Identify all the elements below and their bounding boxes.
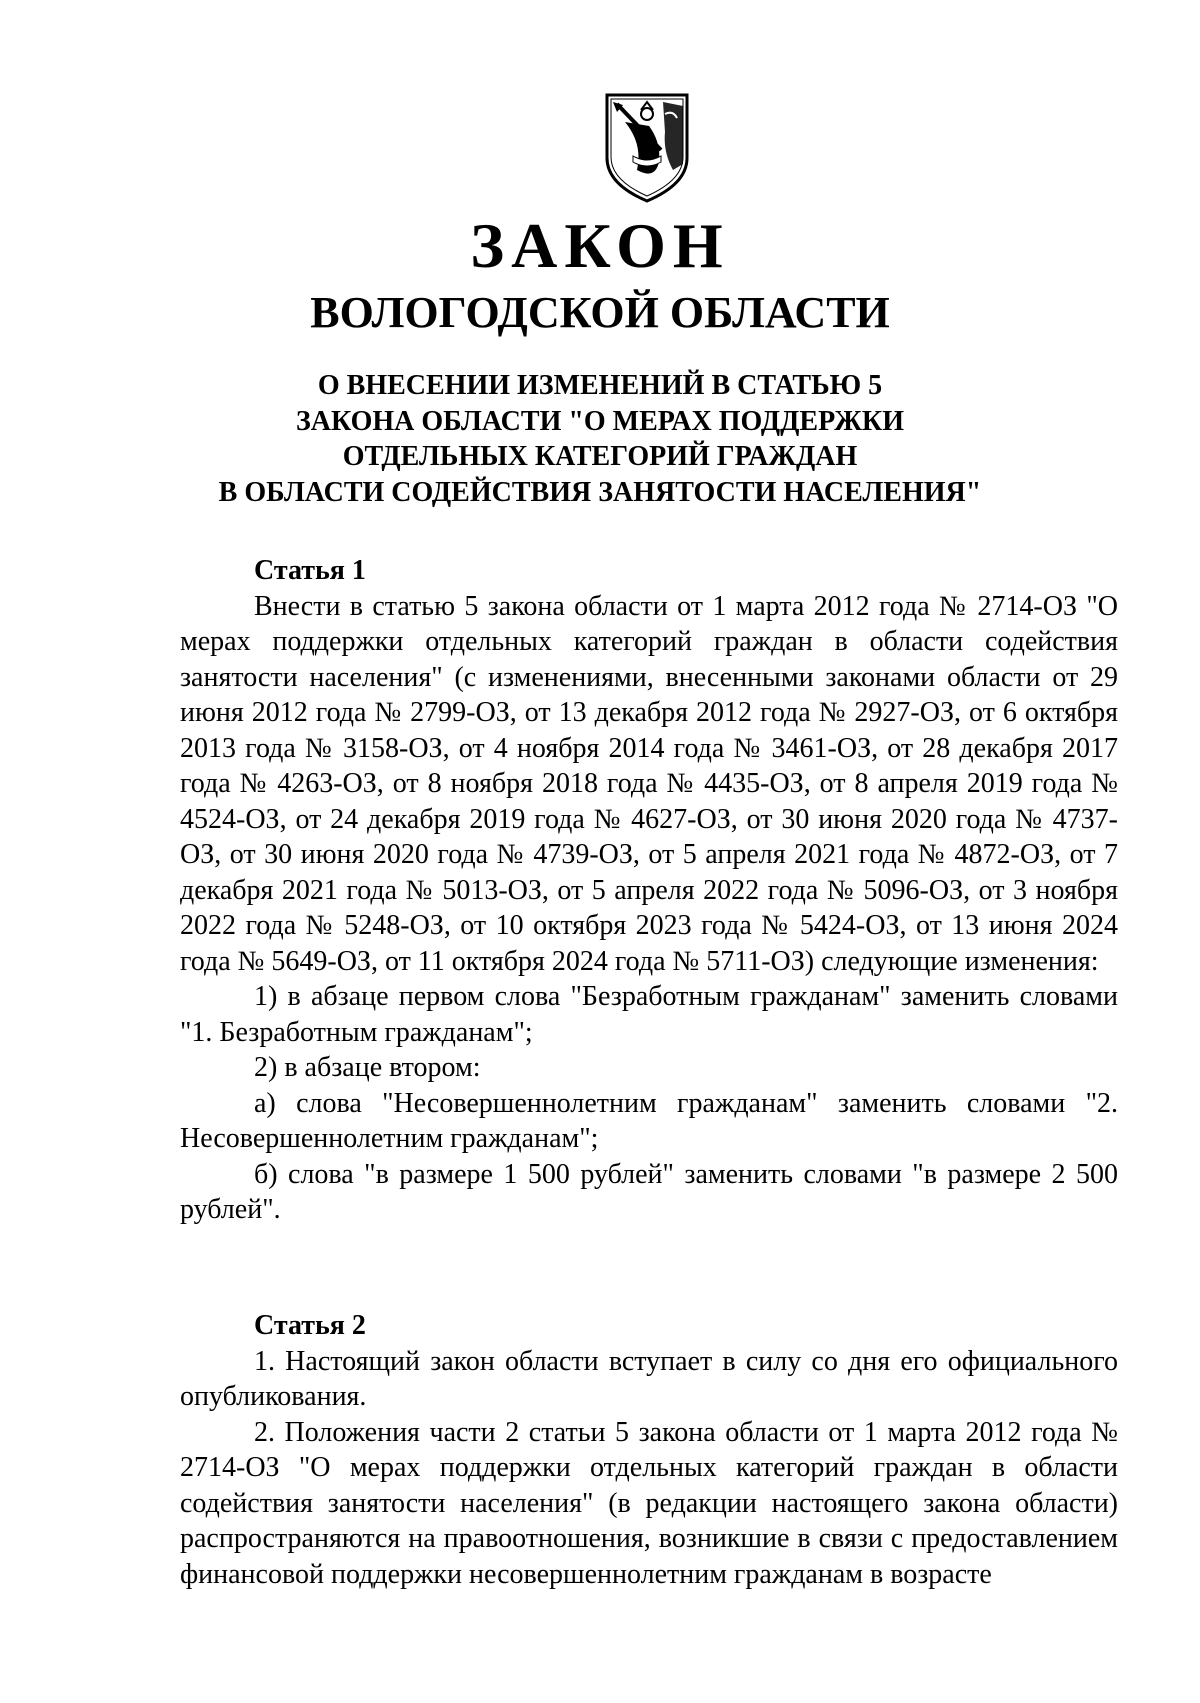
article-1-paragraph: а) слова "Несовершеннолетним гражданам" заменить словами "2. Несовершеннолетним гражданам"; — [180, 1087, 1118, 1154]
law-heading — [0, 368, 1200, 510]
heading-line: О ВНЕСЕНИИ ИЗМЕНЕНИЙ В СТАТЬЮ 5 — [317, 370, 883, 401]
article-1-paragraph: Внести в статью 5 закона области от 1 марта 2012 года № 2714-ОЗ "О мерах поддержки отдельных категорий граждан в области содействия занятости населения" (с изменениями, внесенными законами области от 29 июня 2012 года № 2799-ОЗ, от 13 декабря 2012 года № 2927-ОЗ, от 6 октября 2013 года № 3158-ОЗ, от 4 ноября 2014 года № 3461-ОЗ, от 28 декабря 2017 года № 4263-ОЗ, от 8 ноября 2018 года № 4435-ОЗ, от 8 апреля 2019 года № 4524-ОЗ, от 24 декабря 2019 года № 4627-ОЗ, от 30 июня 2020 года № 4737-ОЗ, от 30 июня 2020 года № 4739-ОЗ, от 5 апреля 2021 года № 4872-ОЗ, от 7 декабря 2021 года № 5013-ОЗ, от 5 апреля 2022 года № 5096-ОЗ, от 3 ноября 2022 года № 5248-ОЗ, от 10 октября 2023 года № 5424-ОЗ, от 13 июня 2024 года № 5649-ОЗ, от 11 октября 2024 года № 5711-ОЗ) следующие изменения: — [180, 590, 1118, 977]
article-2 — [180, 1308, 1118, 1592]
article-1-paragraph: 1) в абзаце первом слова "Безработным гражданам" заменить словами "1. Безработным гражданам"; — [180, 981, 1118, 1048]
article-1-paragraph: б) слова "в размере 1 500 рублей" заменить словами "в размере 2 500 рублей". — [180, 1158, 1118, 1225]
article-2-paragraph: 1. Настоящий закон области вступает в силу со дня его официального опубликования. — [180, 1345, 1118, 1412]
article-2-paragraph: 2. Положения части 2 статьи 5 закона области от 1 марта 2012 года № 2714-ОЗ "О мерах поддержки отдельных категорий граждан в области содействия занятости населения" (в редакции настоящего закона области) распространяются на правоотношения, возникшие в связи с предоставлением финансовой поддержки несовершеннолетним гражданам в возрасте — [180, 1416, 1118, 1590]
article-1 — [180, 553, 1118, 1228]
region-title: ВОЛОГОДСКОЙ ОБЛАСТИ — [310, 288, 890, 337]
heading-line: ОТДЕЛЬНЫХ КАТЕГОРИЙ ГРАЖДАН — [342, 441, 858, 472]
article-2-title: Статья 2 — [254, 1310, 366, 1341]
document-type-title: ЗАКОН — [470, 210, 730, 281]
heading-line: ЗАКОНА ОБЛАСТИ "О МЕРАХ ПОДДЕРЖКИ — [296, 405, 904, 437]
article-1-paragraph: 2) в абзаце втором: — [254, 1052, 481, 1083]
coat-of-arms-icon — [603, 92, 691, 204]
article-1-title: Статья 1 — [254, 555, 366, 586]
heading-line: В ОБЛАСТИ СОДЕЙСТВИЯ ЗАНЯТОСТИ НАСЕЛЕНИЯ" — [218, 476, 982, 508]
